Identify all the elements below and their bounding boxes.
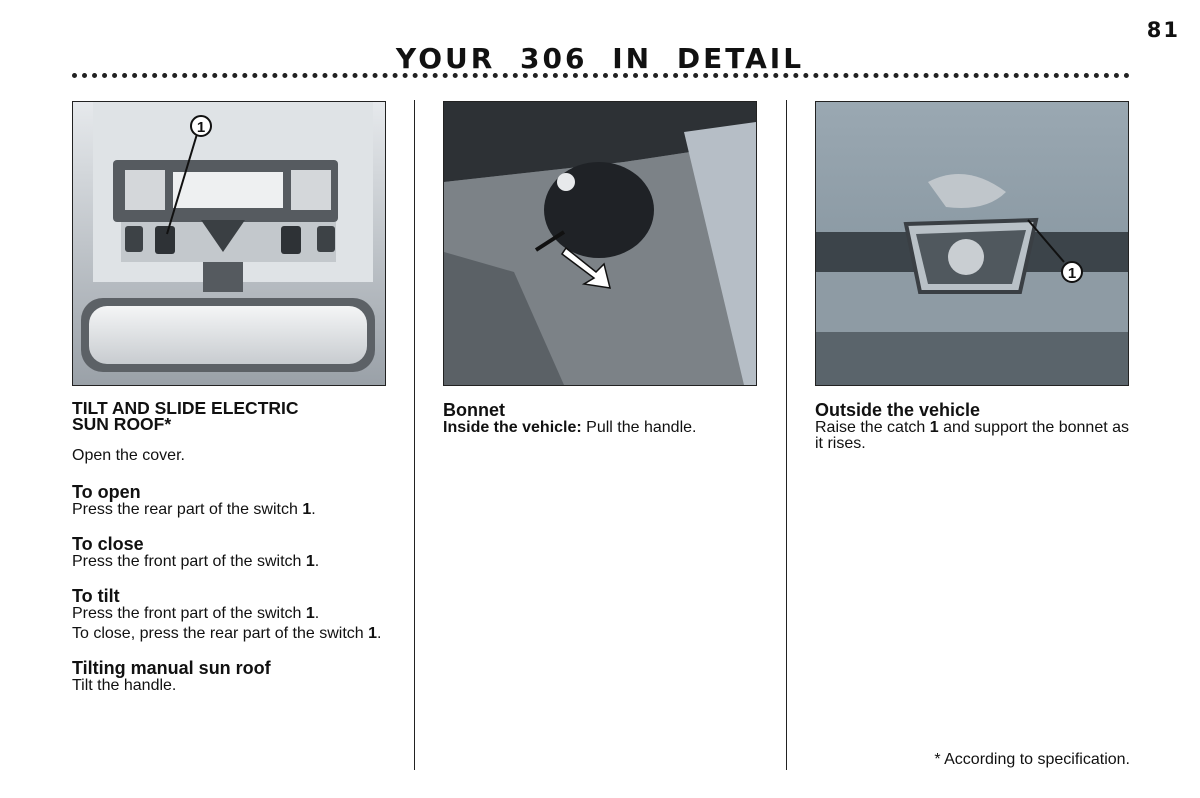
column-divider-2 [786,100,787,770]
outside-heading: Outside the vehicle [815,400,981,420]
footnote: * According to specification. [934,751,1130,768]
sunroof-switch-photo [72,101,386,386]
sunroof-section [72,400,386,702]
dotted-rule [72,73,1130,78]
page-number: 81 [1146,18,1180,42]
page-title: YOUR 306 IN DETAIL [395,42,805,75]
to-open-text: Press the rear part of the switch 1. [72,501,316,518]
to-open-heading: To open [72,482,141,502]
manual-sunroof-text: Tilt the handle. [72,677,177,694]
callout-1-label: 1 [1067,265,1077,282]
outside-section [815,400,1129,460]
bonnet-section [443,400,757,444]
to-tilt-text-1: Press the front part of the switch 1. [72,605,320,622]
outside-text: Raise the catch 1 and support the bonnet as it rises. [815,419,1130,452]
bonnet-inside-text: Inside the vehicle: Pull the handle. [443,419,697,436]
sunroof-title: TILT AND SLIDE ELECTRIC SUN ROOF* [72,398,299,434]
to-tilt-text-2: To close, press the rear part of the switch 1. [72,625,382,642]
bonnet-heading: Bonnet [443,400,505,420]
to-tilt-heading: To tilt [72,586,120,606]
column-divider-1 [414,100,415,770]
callout-1-label: 1 [196,119,206,136]
bonnet-release-inside-photo [443,101,757,386]
sunroof-intro: Open the cover. [72,447,185,464]
to-close-heading: To close [72,534,144,554]
bonnet-catch-outside-photo [815,101,1129,386]
manual-sunroof-heading: Tilting manual sun roof [72,658,271,678]
to-close-text: Press the front part of the switch 1. [72,553,320,570]
